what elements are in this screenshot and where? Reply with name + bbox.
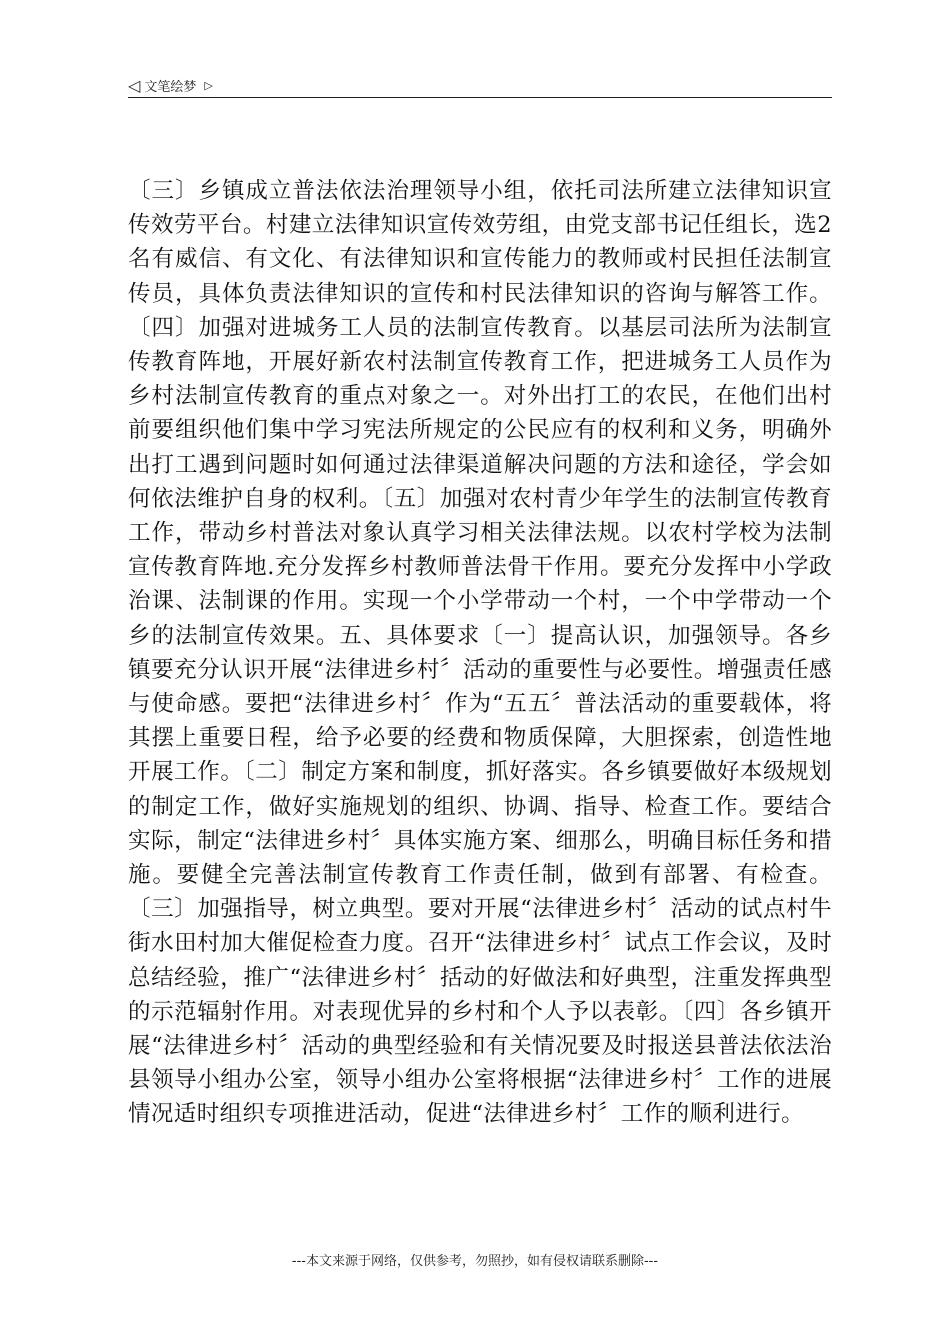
page-footer: [0, 1250, 950, 1269]
body-paragraph: 〔三〕乡镇成立普法依法治理领导小组，依托司法所建立法律知识宣传效劳平台。村建立法律知识宣传效劳组，由党支部书记任组长，选2名有威信、有文化、有法律知识和宣传能力的教师或村民担任法制宣传员，具体负责法律知识的宣传和村民法律知识的咨询与解答工作。〔四〕加强对进城务工人员的法制宣传教育。以基层司法所为法制宣传教育阵地，开展好新农村法制宣传教育工作，把进城务工人员作为乡村法制宣传教育的重点对象之一。对外出打工的农民，在他们出村前要组织他们集中学习宪法所规定的公民应有的权利和义务，明确外出打工遇到问题时如何通过法律渠道解决问题的方法和途径，学会如何依法维护自身的权利。〔五〕加强对农村青少年学生的法制宣传教育工作，带动乡村普法对象认真学习相关法律法规。以农村学校为法制宣传教育阵地.充分发挥乡村教师普法骨干作用。要充分发挥中小学政治课、法制课的作用。实现一个小学带动一个村，一个中学带动一个乡的法制宣传效果。五、具体要求〔一〕提高认识，加强领导。各乡镇要充分认识开展“法律进乡村〞活动的重要性与必要性。增强责任感与使命感。要把“法律进乡村〞作为“五五〞普法活动的重要载体，将其摆上重要日程，给予必要的经费和物质保障，大胆探索，创造性地开展工作。〔二〕制定方案和制度，抓好落实。各乡镇要做好本级规划的制定工作，做好实施规划的组织、协调、指导、检查工作。要结合实际，制定“法律进乡村〞具体实施方案、细那么，明确目标任务和措施。要健全完善法制宣传教育工作责任制，做到有部署、有检查。〔三〕加强指导，树立典型。要对开展“法律进乡村〞活动的试点村牛街水田村加大催促检查力度。召开“法律进乡村〞试点工作会议，及时总结经验，推广“法律进乡村〞括动的好做法和好典型，注重发挥典型的示范辐射作用。对表现优异的乡村和个人予以表彰。〔四〕各乡镇开展“法律进乡村〞活动的典型经验和有关情况要及时报送县普法依法治县领导小组办公室，领导小组办公室将根据“法律进乡村〞工作的进展情况适时组织专项推进活动，促进“法律进乡村〞工作的顺利进行。: [128, 178, 832, 1128]
header-divider: [128, 97, 832, 98]
header-brand: [128, 76, 213, 95]
page-header: [128, 76, 832, 100]
brand-name: 文笔绘梦: [144, 80, 197, 95]
document-body: [128, 174, 832, 1132]
footer-disclaimer: ---本文来源于网络，仅供参考，勿照抄，如有侵权请联系删除---: [291, 1254, 659, 1269]
right-arrow-icon: ▷: [204, 78, 213, 92]
left-arrow-icon: ◁: [128, 75, 141, 95]
